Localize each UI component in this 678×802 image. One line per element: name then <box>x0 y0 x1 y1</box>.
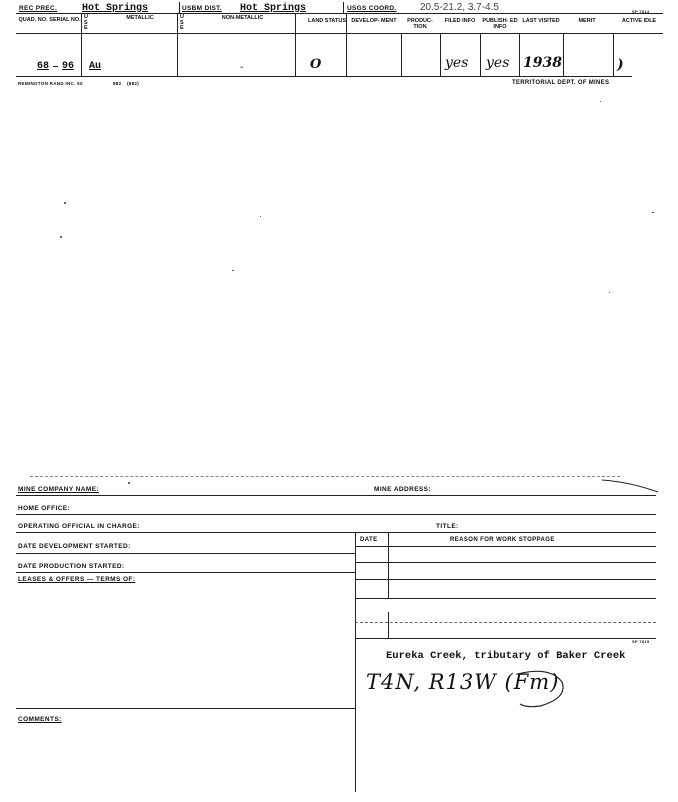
divider <box>401 33 402 76</box>
printer-code: 882 <box>113 81 122 86</box>
col-quad-no: QUAD. NO. <box>18 17 48 23</box>
mine-address-label: MINE ADDRESS: <box>374 486 431 493</box>
divider <box>563 33 564 76</box>
usbm-dist-value: Hot Springs <box>240 3 307 14</box>
usbm-dist-label: USBM DIST. <box>182 5 222 12</box>
home-office-label: HOME OFFICE: <box>18 505 71 512</box>
divider <box>613 33 614 76</box>
usgs-coord-value: 20.5-21.2, 3.7-4.5 <box>420 2 499 13</box>
line <box>355 598 656 599</box>
col-last-visited: LAST VISITED <box>522 18 560 24</box>
line <box>16 495 656 496</box>
row-metallic: Au <box>89 61 102 72</box>
divider <box>480 33 481 76</box>
divider <box>519 33 520 76</box>
col-merit: MERIT <box>578 18 596 24</box>
row-published-info: yes <box>486 55 510 71</box>
mine-company-name-label: MINE COMPANY NAME: <box>18 486 99 493</box>
leases-label: LEASES & OFFERS — TERMS OF: <box>18 576 136 583</box>
divider <box>343 2 344 13</box>
stoppage-date-header: DATE <box>360 537 378 543</box>
col-published-info: PUBLISH- ED INFO <box>482 18 518 30</box>
divider <box>440 33 441 76</box>
speck <box>652 212 654 213</box>
line <box>16 708 355 709</box>
date-production-started-label: DATE PRODUCTION STARTED: <box>18 563 125 570</box>
col-production: PRODUC- TION <box>407 18 433 30</box>
title-label: TITLE: <box>436 523 459 530</box>
date-col-divider <box>388 532 389 598</box>
line <box>16 553 355 554</box>
speck <box>128 482 130 484</box>
row-last-visited: 1938 <box>523 55 562 71</box>
line <box>355 562 656 563</box>
row-land-status: O <box>310 57 322 72</box>
col-use-nonmetallic-prefix: U S E <box>180 14 184 31</box>
line <box>355 622 656 623</box>
department-label: TERRITORIAL DEPT. OF MINES <box>512 80 610 86</box>
handwritten-circle <box>510 668 570 710</box>
printer-extra: (882) <box>127 81 140 86</box>
speck <box>64 202 66 204</box>
line <box>16 572 355 573</box>
divider <box>388 612 389 638</box>
middle-divider <box>355 532 356 792</box>
speck <box>60 236 62 238</box>
col-non-metallic: NON-METALLIC <box>221 15 264 21</box>
col-use-metallic-prefix: U S E <box>84 14 88 31</box>
form-number: SP 7814 <box>632 9 650 14</box>
rec-prec-value: Hot Springs <box>82 3 149 14</box>
line <box>16 532 656 533</box>
column-header-bottom-line <box>16 33 663 34</box>
divider <box>179 2 180 13</box>
line <box>16 514 656 515</box>
col-filed-info: FILED INFO <box>444 18 476 24</box>
col-land-status: LAND STATUS <box>308 18 346 24</box>
speck <box>232 270 234 271</box>
line <box>355 579 656 580</box>
col-development: DEVELOP- MENT <box>351 18 397 24</box>
printer-label: REMINGTON RAND INC. 50 <box>18 81 83 86</box>
date-development-started-label: DATE DEVELOPMENT STARTED: <box>18 543 131 550</box>
row-bottom-line <box>16 76 632 77</box>
row-active-idle: ) <box>617 57 624 73</box>
row-quad-no: 68 <box>37 61 50 72</box>
row-dash <box>53 66 58 67</box>
location-typed: Eureka Creek, tributary of Baker Creek <box>386 650 626 662</box>
speck <box>260 216 261 217</box>
row-serial-no: 96 <box>62 61 75 72</box>
speck <box>609 292 610 293</box>
stoppage-reason-header: REASON FOR WORK STOPPAGE <box>450 537 555 543</box>
divider <box>81 13 82 76</box>
rec-prec-label: REC PREC. <box>19 5 58 12</box>
usgs-coord-label: USGS COORD. <box>347 5 397 12</box>
card-corner-curve <box>600 476 660 496</box>
divider <box>177 13 178 76</box>
row-non-metallic: - <box>240 62 244 73</box>
row-filed-info: yes <box>445 55 469 71</box>
card-edge-line <box>30 476 620 477</box>
col-metallic: METALLIC <box>126 15 154 21</box>
comments-label: COMMENTS: <box>18 716 62 723</box>
line <box>355 638 656 639</box>
operating-official-label: OPERATING OFFICIAL IN CHARGE: <box>18 523 140 530</box>
col-active-idle: ACTIVE IDLE <box>621 18 657 24</box>
col-serial-no: SERIAL NO. <box>49 17 81 23</box>
line <box>355 546 656 547</box>
form-number-2: SP 7815 <box>632 639 650 644</box>
speck <box>600 101 601 102</box>
location-handwritten: T4N, R13W (Fm) <box>366 670 560 694</box>
